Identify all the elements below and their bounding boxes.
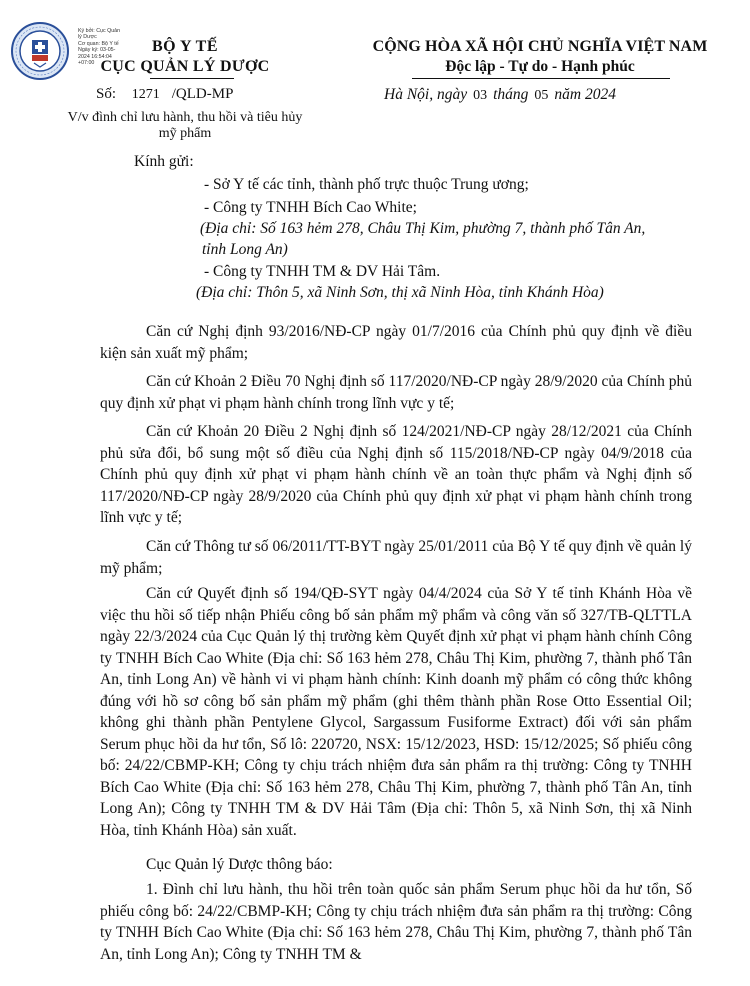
date-day: 03 [473, 88, 488, 103]
recipient-item: - Công ty TNHH TM & DV Hải Tâm. [204, 263, 441, 280]
paragraph-text: Căn cứ Nghị định 93/2016/NĐ-CP ngày 01/7/2016 của Chính phủ quy định về điều kiện sản xuất mỹ phẩm; [100, 323, 692, 362]
paragraph [100, 321, 692, 364]
paragraph-text: 1. Đình chỉ lưu hành, thu hồi trên toàn quốc sản phẩm Serum phục hồi da hư tổn, Số phiếu công bố: 24/22/CBMP-KH; Công ty chịu trách nhiệm đưa sản phẩm ra thị trường: Công ty TNHH Bích Cao White (Địa chỉ: Số 163 hẻm 278, Châu Thị Kim, phường 7, thành phố Tân An, tỉnh Long An); Công ty TNHH TM & [100, 881, 692, 963]
date-place: Hà Nội, ngày [384, 86, 468, 103]
paragraph [100, 583, 692, 841]
signature-line: lý Dược [78, 34, 97, 41]
nation-title: CỘNG HÒA XÃ HỘI CHỦ NGHĨA VIỆT NAM [372, 38, 708, 55]
paragraph-text: Căn cứ Khoản 20 Điều 2 Nghị định số 124/2021/NĐ-CP ngày 28/12/2021 của Chính phủ sửa đổi, bổ sung một số điều của Nghị định số 115/2018/NĐ-CP ngày 04/9/2018 của Chính phủ quy định xử phạt vi phạm hành chính về an toàn thực phẩm và Nghị định số 117/2020/NĐ-CP ngày 28/9/2020 của Chính phủ quy định xử phạt vi phạm hành chính trong lĩnh vực y tế; [100, 423, 692, 526]
recipient-address: (Địa chỉ: Thôn 5, xã Ninh Sơn, thị xã Ninh Hòa, tỉnh Khánh Hòa) [196, 284, 604, 301]
doc-no-value: 1271 [131, 87, 160, 102]
signature-line: Ngày ký: 03-05- [78, 47, 116, 54]
recipient-address: (Địa chỉ: Số 163 hẻm 278, Châu Thị Kim, phường 7, thành phố Tân An, [200, 220, 646, 237]
doc-no-label: Số: [96, 86, 117, 102]
paragraph-text: Căn cứ Thông tư số 06/2011/TT-BYT ngày 25/01/2011 của Bộ Y tế quy định về quản lý mỹ phẩm; [100, 538, 692, 577]
ministry-name: BỘ Y TẾ [151, 38, 219, 55]
paragraph-text: Căn cứ Quyết định số 194/QĐ-SYT ngày 04/4/2024 của Sở Y tế tỉnh Khánh Hòa về việc thu hồi số tiếp nhận Phiếu công bố sản phẩm mỹ phẩm và công văn số 327/TB-QLTTLA ngày 22/3/2024 của Cục Quản lý thị trường kèm Quyết định xử phạt vi phạm hành chính Công ty TNHH Bích Cao White (Địa chỉ: Số 163 hẻm 278, Châu Thị Kim, phường 7, thành phố Tân An, tỉnh Long An) về hành vi vi phạm hành chính: Kinh doanh mỹ phẩm có công thức không đúng với hồ sơ công bố sản phẩm mỹ phẩm (ghi thêm thành phần Rose Otto Essential Oil; không ghi thành phần Pentylene Glycol, Sargassum Fusiforme Extract) đối với sản phẩm Serum phục hồi da hư tổn, Số lô: 220720, NSX: 15/12/2023, HSD: 15/12/2025; Số phiếu công bố: 24/22/CBMP-KH; Công ty chịu trách nhiệm đưa sản phẩm ra thị trường: Công ty TNHH Bích Cao White (Địa chỉ: Số 163 hẻm 278, Châu Thị Kim, phường 7, thành phố Tân An, tỉnh Long An); Công ty TNHH TM & DV Hải Tâm (Địa chỉ: Thôn 5, xã Ninh Sơn, thị xã Ninh Hòa, tỉnh Khánh Hòa) sản xuất. [100, 585, 692, 839]
paragraph-text: Cục Quản lý Dược thông báo: [146, 856, 333, 873]
paragraph [100, 854, 692, 876]
agency-underline [150, 78, 234, 79]
signature-line: 2024 16:54:04 [78, 53, 112, 60]
signature-line: Ký bởi: Cục Quản [78, 28, 121, 34]
date-month-label: tháng [493, 86, 529, 103]
paragraph [100, 371, 692, 414]
document-subject: V/v đình chỉ lưu hành, thu hồi và tiêu hủy mỹ phẩm [67, 110, 303, 141]
agency-name: CỤC QUẢN LÝ DƯỢC [100, 58, 270, 75]
recipient-item: - Công ty TNHH Bích Cao White; [204, 199, 417, 216]
paragraph [100, 421, 692, 529]
doc-no-suffix: /QLD-MP [171, 86, 234, 102]
paragraph [100, 536, 692, 579]
recipient-address: tỉnh Long An) [202, 241, 288, 258]
paragraph [100, 879, 692, 965]
document-date [384, 86, 616, 104]
recipient-item: - Sở Y tế các tỉnh, thành phố trực thuộc Trung ương; [204, 176, 529, 193]
recipients-label: Kính gửi: [134, 153, 194, 170]
motto-underline [412, 78, 670, 79]
national-motto: Độc lập - Tự do - Hạnh phúc [445, 58, 635, 75]
paragraph-text: Căn cứ Khoản 2 Điều 70 Nghị định số 117/2020/NĐ-CP ngày 28/9/2020 của Chính phủ quy định xử phạt vi phạm hành chính trong lĩnh vực y tế; [100, 373, 692, 412]
date-month: 05 [534, 88, 549, 103]
signature-line: +07:00 [78, 60, 95, 67]
signature-line: Cơ quan: Bộ Y tế [78, 40, 119, 47]
document-number [96, 86, 233, 103]
date-year: năm 2024 [554, 86, 616, 103]
